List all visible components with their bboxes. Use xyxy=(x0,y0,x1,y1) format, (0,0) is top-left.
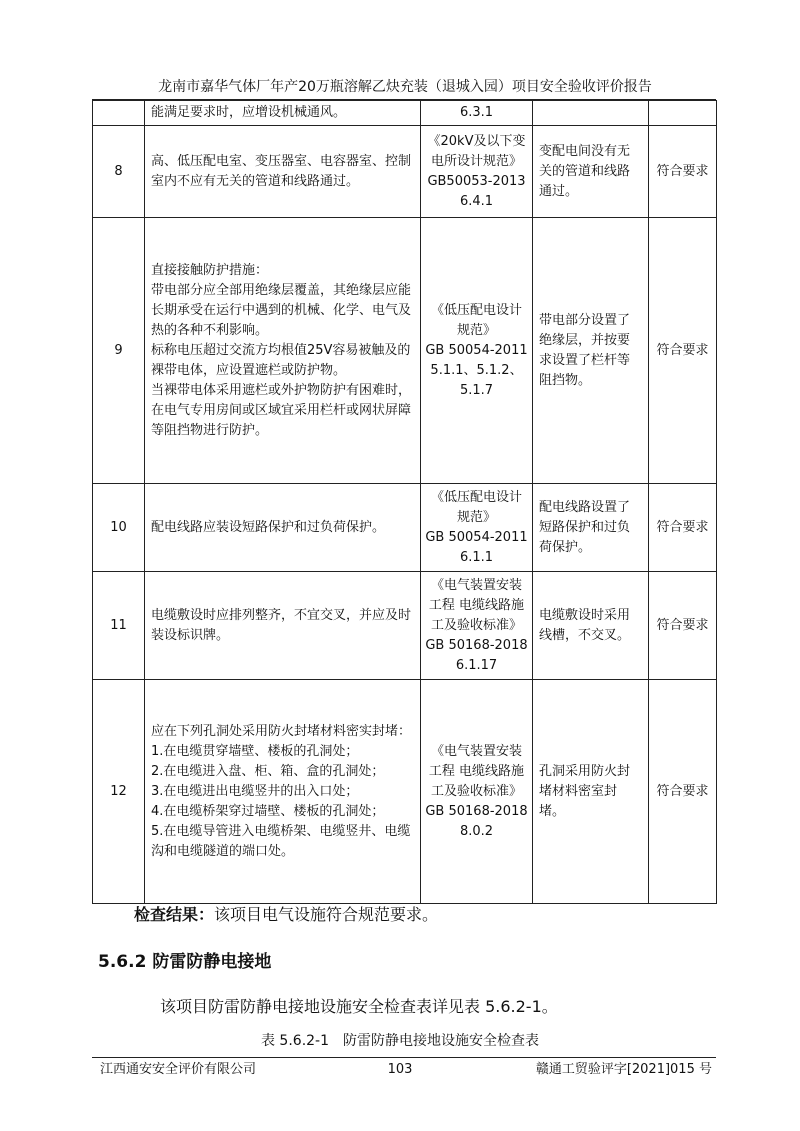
cell-requirement xyxy=(145,218,421,484)
cell-basis xyxy=(421,126,533,218)
cell-state: 电缆敷设时采用线槽，不交叉。 xyxy=(533,572,649,680)
table-row xyxy=(93,572,717,680)
cell-result xyxy=(649,101,717,126)
cell-result: 符合要求 xyxy=(649,680,717,904)
cell-basis xyxy=(421,572,533,680)
cell-requirement xyxy=(145,680,421,904)
cell-requirement xyxy=(145,126,421,218)
running-header: 龙南市嘉华气体厂年产20万瓶溶解乙炔充装（退城入园）项目安全验收评价报告 xyxy=(158,79,652,95)
cell-no: 8 xyxy=(93,126,145,218)
basis-text: 《电气装置安装工程 电缆线路施工及验收标准》GB 50168-2018 8.0.2 xyxy=(425,743,528,839)
cell-basis xyxy=(421,484,533,572)
requirement-text: 配电线路应装设短路保护和过负荷保护。 xyxy=(151,519,386,535)
page-number: 103 xyxy=(387,1062,413,1077)
requirement-text: 直接接触防护措施： 带电部分应全部用绝缘层覆盖，其绝缘层应能长期承受在运行中遇到的机械、化学、电气及热的各种不利影响。 标称电压超过交流方均根值25V容易被触及的裸带电体，应设置遮栏或防护物。 当裸带电体采用遮栏或外护物防护有困难时，在电气专用房间或区域宜采用栏杆或网状屏障等阻挡物进行防护。 xyxy=(151,262,412,438)
requirement-text: 应在下列孔洞处采用防火封堵材料密实封堵： 1.在电缆贯穿墙壁、楼板的孔洞处； 2.在电缆进入盘、柜、箱、盒的孔洞处； 3.在电缆进出电缆竖井的出入口处； 4.在电缆桥架穿过墙壁、楼板的孔洞处； 5.在电缆导管进入电缆桥架、电缆竖井、电缆沟和电缆隧道的端口处。 xyxy=(151,723,412,859)
conclusion-text: 该项目电气设施符合规范要求。 xyxy=(214,905,439,924)
table-row xyxy=(93,218,717,484)
cell-no: 9 xyxy=(93,218,145,484)
requirement-text: 高、低压配电室、变压器室、电容器室、控制室内不应有无关的管道和线路通过。 xyxy=(151,153,412,189)
report-code: 赣通工贸验评字[2021]015 号 xyxy=(535,1062,712,1077)
section-intro: 该项目防雷防静电接地设施安全检查表详见表 5.6.2-1。 xyxy=(160,997,558,1016)
footer-company: 江西通安安全评价有限公司 xyxy=(100,1062,257,1077)
table-row xyxy=(93,484,717,572)
basis-text: 《20kV及以下变电所设计规范》 GB50053-2013 6.4.1 xyxy=(427,133,526,209)
requirement-text: 电缆敷设时应排列整齐，不宜交叉，并应及时装设标识牌。 xyxy=(151,607,412,643)
cell-requirement xyxy=(145,572,421,680)
cell-requirement: 能满足要求时，应增设机械通风。 xyxy=(145,101,421,126)
cell-result: 符合要求 xyxy=(649,484,717,572)
cell-basis xyxy=(421,680,533,904)
cell-basis: 6.3.1 xyxy=(421,101,533,126)
cell-state: 孔洞采用防火封堵材料密室封堵。 xyxy=(533,680,649,904)
inspection-conclusion xyxy=(134,904,438,926)
cell-no: 10 xyxy=(93,484,145,572)
cell-no: 12 xyxy=(93,680,145,904)
cell-state: 配电线路设置了短路保护和过负荷保护。 xyxy=(533,484,649,572)
table-row xyxy=(93,126,717,218)
cell-requirement xyxy=(145,484,421,572)
safety-checklist-table xyxy=(92,100,717,904)
cell-result: 符合要求 xyxy=(649,126,717,218)
footer-rule xyxy=(92,1057,716,1058)
table-row xyxy=(93,680,717,904)
cell-state: 带电部分设置了绝缘层，并按要求设置了栏杆等阻挡物。 xyxy=(533,218,649,484)
table-caption: 表 5.6.2-1 防雷防静电接地设施安全检查表 xyxy=(260,1033,540,1049)
cell-result: 符合要求 xyxy=(649,572,717,680)
cell-no: 11 xyxy=(93,572,145,680)
conclusion-label: 检查结果： xyxy=(134,905,215,924)
basis-text: 《低压配电设计规范》 GB 50054-2011 5.1.1、5.1.2、 5.1.7 xyxy=(425,302,528,398)
basis-text: 《低压配电设计规范》 GB 50054-2011 6.1.1 xyxy=(425,489,528,565)
table-row-continued xyxy=(93,101,717,126)
section-heading: 5.6.2 防雷防静电接地 xyxy=(98,952,272,972)
cell-state xyxy=(533,101,649,126)
basis-text: 《电气装置安装工程 电缆线路施工及验收标准》GB 50168-2018 6.1.17 xyxy=(425,577,528,673)
cell-state: 变配电间没有无关的管道和线路通过。 xyxy=(533,126,649,218)
cell-no xyxy=(93,101,145,126)
cell-basis xyxy=(421,218,533,484)
cell-result: 符合要求 xyxy=(649,218,717,484)
